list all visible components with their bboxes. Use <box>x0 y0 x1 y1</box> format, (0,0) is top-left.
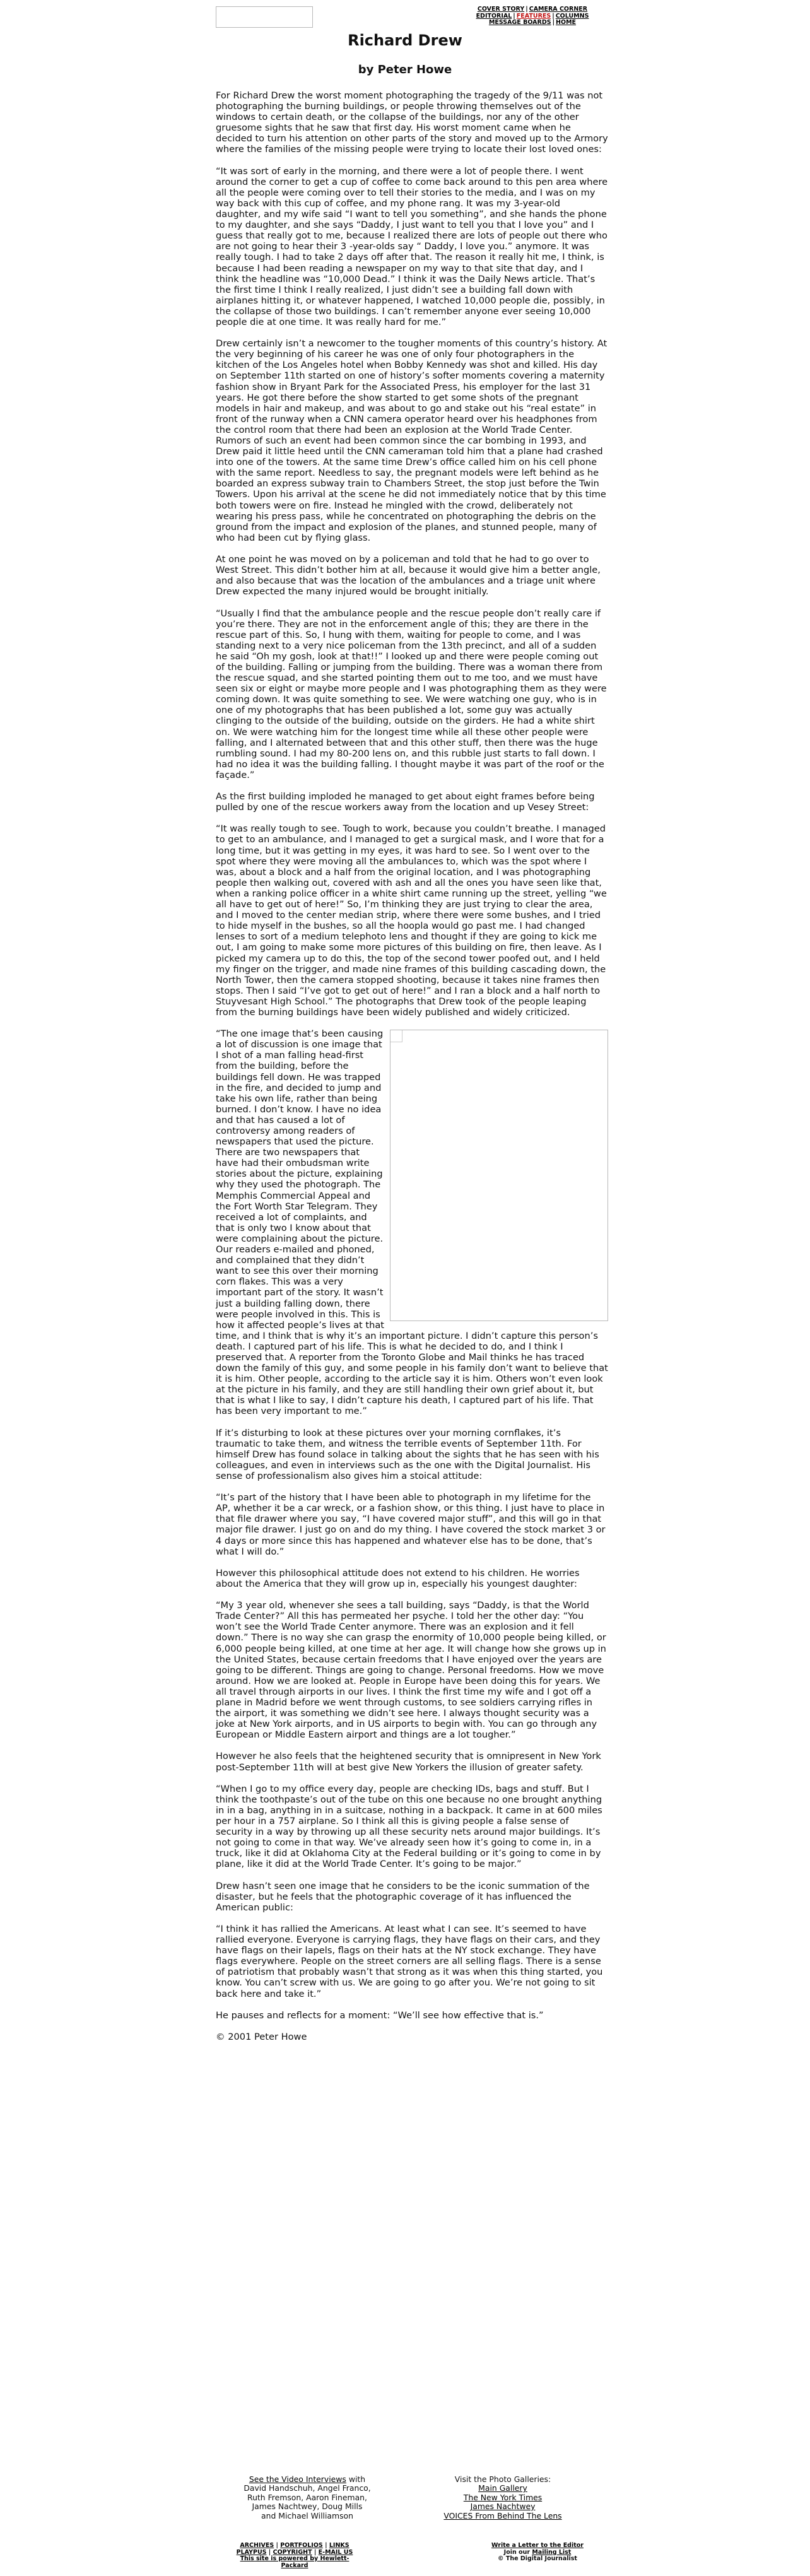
article-paragraph: At one point he was moved on by a policeman and told that he had to go over to West Street. This didn’t bother him at all, because it would give him a better angle, and also because that was the location of the ambulances and a triage unit where Drew expected the many injured would be brought initially. <box>216 554 601 597</box>
nav-cover-story[interactable]: COVER STORY <box>477 6 525 13</box>
gallery-link-nyt[interactable]: The New York Times <box>463 2492 543 2502</box>
interview-names-line: Ruth Fremson, Aaron Fineman, <box>247 2492 367 2502</box>
nav-home[interactable]: HOME <box>556 19 577 26</box>
article-paragraph: He pauses and reflects for a moment: “We’ll see how effective that is.” <box>216 2009 544 2021</box>
site-logo-image[interactable] <box>216 6 313 28</box>
bottom-archives-link[interactable]: ARCHIVES <box>240 2542 274 2549</box>
broken-image-icon <box>390 1030 402 1042</box>
sponsor-link[interactable]: This site is powered by Hewlett- <box>240 2555 349 2562</box>
article-paragraph: However he also feels that the heightened security that is omnipresent in New York post-September 11th will at best give New Yorkers the illusion of greater safety. <box>216 1751 601 1773</box>
letter-to-editor-link[interactable]: Write a Letter to the Editor <box>491 2542 584 2549</box>
sponsor-link-continued[interactable]: Packard <box>281 2561 308 2569</box>
article-paragraph: For Richard Drew the worst moment photographing the tragedy of the 9/11 was not photographing the burning buildings, or people throwing themselves out of the windows to certain death, or the collapse of the buildings, nor any of the other gruesome sights that he saw that first day. His worst moment came when he decided to turn his attention on other parts of the story and moved up to the Armory where the families of the missing people were trying to locate their lost loved ones: <box>216 90 608 155</box>
gallery-link-nachtwey[interactable]: James Nachtwey <box>470 2502 536 2512</box>
bottom-copyright-link[interactable]: COPYRIGHT <box>273 2548 312 2556</box>
article-paragraph: As the first building imploded he managed to get about eight frames before being pulled by one of the rescue workers away from the location and up Vesey Street: <box>216 791 595 813</box>
nav-columns[interactable]: COLUMNS <box>555 12 589 20</box>
interview-names-line: David Handschuh, Angel Franco, <box>244 2483 371 2493</box>
interview-names-line: and Michael Williamson <box>261 2510 353 2520</box>
video-interviews-link[interactable]: See the Video Interviews <box>249 2474 346 2484</box>
article-paragraph: If it’s disturbing to look at these pictures over your morning cornflakes, it’s traumatic to take them, and witness the terrible events of September 11th. For himself Drew has found solace in talking about the sights that he has seen with his colleagues, and even in interviews such as the one with the Digital Journalist. His sense of professionalism also gives him a stoical attitude: <box>216 1427 599 1481</box>
article-body <box>216 90 608 2053</box>
copyright: © 2001 Peter Howe <box>216 2031 307 2042</box>
article-paragraph: Drew certainly isn’t a newcomer to the tougher moments of this country’s history. At the very beginning of his career he was one of only four photographers in the kitchen of the Los Angeles hotel when Bobby Kennedy was shot and killed. His day on September 11th started on one of history’s softer moments covering a maternity fashion show in Bryant Park for the Associated Press, his employer for the last 31 years. He got there before the show started to get some shots of the pregnant models in hair and makeup, and was about to go and stake out his “real estate” in front of the runway when a CNN camera operator heard over his headphones from the control room that there had been an explosion at the World Trade Center. Rumors of such an event had been common since the car bombing in 1993, and Drew paid it little heed until the CNN cameraman told him that a plane had crashed into one of the towers. At the same time Drew’s office called him on his cell phone with the same report. Needless to say, the pregnant models were left behind as he boarded an express subway train to Chambers Street, the stop just before the Twin Towers. Upon his arrival at the scene he did not immediately notice that by this time both towers were on fire. Instead he mingled with the crowd, deliberately not wearing his press pass, while he concentrated on photographing the debris on the ground from the impact and explosion of the planes, and stunned people, many of who had been cut by flying glass. <box>216 338 608 543</box>
photo-galleries-block <box>399 2475 607 2520</box>
gallery-link-main[interactable]: Main Gallery <box>478 2483 527 2493</box>
bottom-email-link[interactable]: E-MAIL US <box>318 2548 353 2556</box>
falling-man-photo <box>390 1030 608 1321</box>
footer-links <box>216 2475 608 2538</box>
gallery-link-voices[interactable]: VOICES From Behind The Lens <box>443 2510 562 2520</box>
galleries-heading: Visit the Photo Galleries: <box>454 2474 551 2484</box>
bottom-links-link[interactable]: LINKS <box>329 2542 349 2549</box>
mailing-list-link[interactable]: Mailing List <box>532 2548 572 2556</box>
article-paragraph: Drew hasn’t seen one image that he considers to be the iconic summation of the disaster, but he feels that the photographic coverage of it has influenced the American public: <box>216 1880 590 1913</box>
site-copyright: © The Digital Journalist <box>498 2555 577 2562</box>
article-paragraph: “When I go to my office every day, people are checking IDs, bags and stuff. But I think the toothpaste’s out of the tube on this one because no one brought anything in in a bag, anything in in a suitcase, nothing in a backpack. It came in at 600 miles per hour in a 757 airplane. So I think all this is giving people a false sense of security in a way by throwing up all these security nets around major buildings. It’s not going to come in that way. We’ve already seen how it’s going to come in, in a truck, like it did at Oklahoma City at the Federal building or it’s going to come in by plane, like it did at the World Trade Center. It’s going to be major.” <box>216 1783 602 1870</box>
top-header <box>216 6 594 29</box>
article-paragraph: “It was sort of early in the morning, and there were a lot of people there. I went around the corner to get a cup of coffee to come back around to this pen area where all the people were coming over to tell their stories to the media, and I was on my way back with this cup of coffee, and my phone rang. It was my 3-year-old daughter, and my wife said “I want to tell you something”, and she hands the phone to my daughter, and she says “Daddy, I just want to tell you that I love you” and I guess that really got to me, because I realized there are lots of people out there who are not going to hear their 3 -year-olds say “ Daddy, I love you.” anymore. It was really tough. I had to take 2 days off after that. The reason it really hit me, I think, is because I had been reading a newspaper on my way to that site that day, and I think the headline was “10,000 Dead.” I think it was the Daily News article. That’s the first time I think I really realized, I just didn’t see a building fall down with airplanes hitting it, or whatever happened, I watched 10,000 people die, possibly, in the collapse of those two buildings. I can’t remember anyone ever seeing 10,000 people die at one time. It was really hard for me.” <box>216 165 608 327</box>
article-paragraph: “Usually I find that the ambulance people and the rescue people don’t really care if you’re there. They are not in the enforcement angle of this; they are there in the rescue part of this. So, I hung with them, waiting for people to come, and I was standing next to a very nice policeman from the 13th precinct, and all of a sudden he said “Oh my gosh, look at that!!” I looked up and there were people coming out of the building. Falling or jumping from the building. There was a woman there from the rescue squad, and she started pointing them out to me too, and we must have seen six or eight or maybe more people and I was photographing them as they were coming down. It was quite something to see. We were watching one guy, who is in one of my photographs that has been published a lot, some guy was actually clinging to the outside of the building, outside on the girders. He had a white shirt on. We were watching him for the longest time while all these other people were falling, and I alternated between that and this other stuff, then there was the huge rumbling sound. I had my 80-200 lens on, and this rubble just starts to fall down. I had no idea it was the building falling. I thought maybe it was part of the roof or the façade.” <box>216 608 607 780</box>
bottom-nav-right <box>468 2543 607 2563</box>
nav-message-boards[interactable]: MESSAGE BOARDS <box>488 19 551 26</box>
nav-editorial[interactable]: EDITORIAL <box>476 12 512 20</box>
nav-features[interactable]: FEATURES <box>516 12 551 20</box>
mailing-list-prefix: Join our <box>503 2548 532 2556</box>
bottom-nav-left: ARCHIVES | PORTFOLIOS | LINKS PLAYPUS | COPYRIGHT | E-MAIL US This site is powered by Hewlett- Packard <box>236 2542 353 2569</box>
bottom-portfolios-link[interactable]: PORTFOLIOS <box>280 2542 323 2549</box>
article-paragraph: However this philosophical attitude does not extend to his children. He worries about the America that they will grow up in, especially his youngest daughter: <box>216 1567 580 1589</box>
video-interviews-block <box>216 2475 399 2520</box>
bottom-playpus-link[interactable]: PLAYPUS <box>236 2548 267 2556</box>
byline: by Peter Howe <box>358 63 452 76</box>
page-title: Richard Drew <box>348 32 462 49</box>
top-nav: COVER STORY | CAMERA CORNER EDITORIAL | FEATURES | COLUMNS MESSAGE BOARDS | HOME <box>476 6 589 26</box>
article-paragraph: “My 3 year old, whenever she sees a tall building, says “Daddy, is that the World Trade Center?” All this has permeated her psyche. I told her the other day: “You won’t see the World Trade Center anymore. There was an explosion and it fell down.” There is no way she can grasp the enormity of 10,000 people being killed, or 6,000 people being killed, at one time at her age. It will change how she grows up in the United States, because certain freedoms that I have enjoyed over the years are going to be different. Things are going to change. Personal freedoms. How we move around. How we are looked at. People in Europe have been doing this for years. We all travel through airports in our lives. I think the first time my wife and I got off a plane in Madrid before we went through customs, to see soldiers carrying rifles in the airport, it was something we didn’t see here. I always thought security was a joke at New York airports, and in US airports to begin with. You can go through any European or Middle Eastern airport and things are a lot tougher.” <box>216 1600 606 1741</box>
article-paragraph: “The one image that’s been causing a lot of discussion is one image that I shot of a man falling head-first from the building, before the buildings fell down. He was trapped in the fire, and decided to jump and take his own life, rather than being burned. I don’t know. I have no idea and that has caused a lot of controversy among readers of newspapers that used the picture. There are two newspapers that have had their ombudsman write stories about the picture, explaining why they used the photograph. The Memphis Commercial Appeal and the Fort Worth Star Telegram. They received a lot of complaints, and that is only two I know about that were complaining about the picture. Our readers e-mailed and phoned, and complained that they didn’t want to see this over their morning corn flakes. This was a very important part of the story. It wasn’t just a building falling down, there were people involved in this. This is how it affected people’s lives at that time, and I think that is why it’s an important picture. I didn’t capture this person’s death. I captured part of his life. This is what he decided to do, and I think I preserved that. A reporter from the Toronto Globe and Mail thinks he has traced down the family of this guy, and some people in his family don’t want to believe that it is him. Other people, according to the article say it is him. Others won’t even look at the picture in his family, and they are still handling their own grief about it, but that is what I like to say, I didn’t capture his death, I captured part of his life. That has been very important to me.” <box>216 1028 608 1417</box>
article-paragraph: “It’s part of the history that I have been able to photograph in my lifetime for the AP, whether it be a car wreck, or a fashion show, or this thing. I just have to place in that file drawer where you say, “I have covered major stuff”, and this will go in that major file drawer. I just go on and do my thing. I have covered the stock market 3 or 4 days or more since this has happened and whatever else has to be done, that’s what I will do.” <box>216 1492 606 1557</box>
article-paragraph: “It was really tough to see. Tough to work, because you couldn’t breathe. I managed to get to an ambulance, and I managed to get a surgical mask, and I wore that for a long time, but it was getting in my eyes, it was hard to see. So I went over to the spot where they were moving all the ambulances to, which was the spot where I was, about a block and a half from the original location, and I was photographing people then walking out, covered with ash and all the ones you have seen like that, when a ranking police officer in a white shirt came running up the street, yelling “we all have to get out of here!” So, I’m thinking they are just trying to clear the area, and I moved to the center median strip, where there were some bushes, and I tried to hide myself in the bushes, so all the hoopla would go past me. I had changed lenses to sort of a medium telephoto lens and thought if they are going to kick me out, I am going to make some more pictures of this building on fire, then leave. As I picked my camera up to do this, the top of the second tower poofed out, and I held my finger on the trigger, and made nine frames of this building cascading down, the North Tower, then the camera stopped shooting, because it takes nine frames then stops. Then I said “I’ve got to get out of here!” and I ran a block and a half north to Stuyvesant High School.” The photographs that Drew took of the people leaping from the burning buildings have been widely published and widely criticized. <box>216 823 607 1018</box>
video-interviews-suffix: with <box>346 2474 366 2484</box>
article-paragraph: “I think it has rallied the Americans. At least what I can see. It’s seemed to have rallied everyone. Everyone is carrying flags, they have flags on their cars, and they have flags on their lapels, flags on their hats at the NY stock exchange. They have flags everywhere. People on the street corners are all selling flags. There is a sense of patriotism that probably wasn’t that strong as it was when this thing started, you know. You can’t screw with us. We are going to go after you. We’re not going to sit back here and take it.” <box>216 1923 603 1999</box>
interview-names-line: James Nachtwey, Doug Mills <box>252 2502 363 2512</box>
nav-camera-corner[interactable]: CAMERA CORNER <box>529 6 588 13</box>
